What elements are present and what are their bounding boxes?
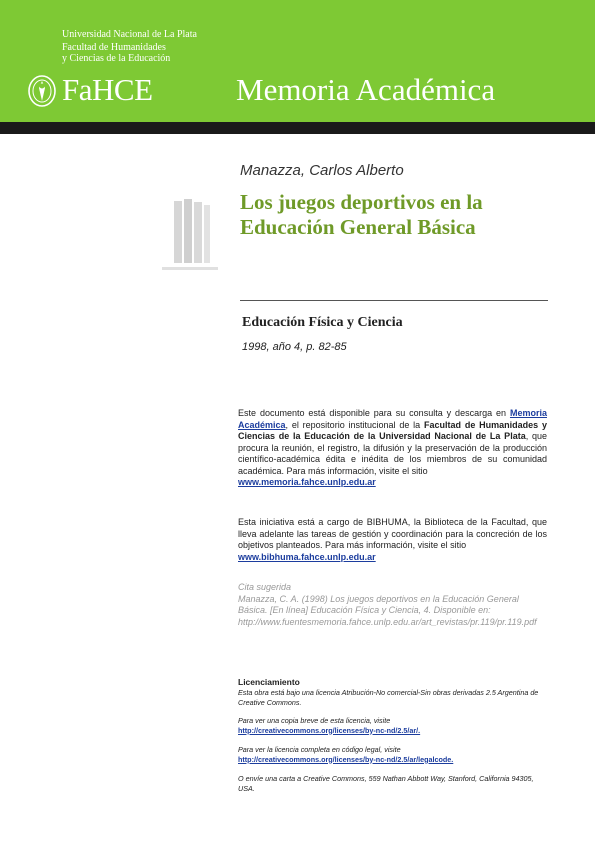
availability-paragraph — [238, 408, 547, 489]
section-divider — [240, 300, 548, 301]
document-title-line-2: Educación General Básica — [240, 215, 476, 239]
bibhuma-text: Esta iniciativa está a cargo de BIBHUMA, la Biblioteca de la Facultad, que lleva adelante las tareas de gestión y coordinación para la concreción de los objetivos planteados. Para más información, visite el sitio — [238, 517, 547, 550]
fahce-logo: FaHCE — [62, 72, 153, 107]
author-name: Manazza, Carlos Alberto — [240, 162, 404, 179]
bibhuma-url-link[interactable]: www.bibhuma.fahce.unlp.edu.ar — [238, 551, 376, 562]
faculty-name-cont: y Ciencias de la Educación — [62, 53, 171, 64]
suggested-citation — [238, 582, 547, 628]
availability-text-b: , el repositorio institucional de la — [285, 419, 425, 430]
repository-title: Memoria Académica — [236, 72, 496, 107]
license-legal-text: Para ver la licencia completa en código legal, visite — [238, 745, 401, 754]
citation-url[interactable]: http://www.fuentesmemoria.fahce.unlp.edu.ar/art_revistas/pr.119/pr.119.pdf — [238, 616, 537, 627]
license-legal-code — [238, 745, 548, 764]
university-seal-icon — [27, 74, 57, 108]
citation-text: Manazza, C. A. (1998) Los juegos deportivos en la Educación General Básica. [En línea] Educación Física y Ciencia, 4. Disponible en: — [238, 593, 519, 615]
license-short-text: Para ver una copia breve de esta licencia, visite — [238, 716, 391, 725]
license-legal-link[interactable]: http://creativecommons.org/licenses/by-nc-nd/2.5/ar/legalcode. — [238, 754, 454, 764]
books-watermark-icon — [158, 197, 220, 275]
license-statement: Esta obra está bajo una licencia Atribución-No comercial-Sin obras derivadas 2.5 Argentina de Creative Commons. — [238, 688, 539, 707]
memoria-academica-link[interactable]: Memoria Académica — [238, 408, 547, 430]
license-heading: Licenciamiento — [238, 677, 300, 687]
bibhuma-paragraph — [238, 517, 547, 563]
license-short-copy — [238, 716, 548, 735]
memoria-url-link[interactable]: www.memoria.fahce.unlp.edu.ar — [238, 477, 376, 487]
header-divider-bar — [0, 122, 595, 134]
citation-label: Cita sugerida — [238, 582, 292, 592]
license-short-link[interactable]: http://creativecommons.org/licenses/by-nc-nd/2.5/ar/. — [238, 725, 421, 735]
document-title — [240, 190, 570, 240]
journal-name: Educación Física y Ciencia — [242, 315, 403, 330]
university-name: Universidad Nacional de La Plata — [62, 29, 197, 40]
publication-details: 1998, año 4, p. 82-85 — [242, 341, 347, 353]
document-title-line-1: Los juegos deportivos en la — [240, 190, 483, 214]
faculty-name: Facultad de Humanidades — [62, 42, 166, 53]
faculty-bold-text: Facultad de Humanidades y Ciencias de la Educación de la Universidad Nacional de La Plata — [238, 419, 547, 441]
availability-text-a: Este documento está disponible para su consulta y descarga en — [238, 408, 507, 418]
availability-text-c: , que procura la reunión, el registro, la difusión y la preservación de la producción científico-académica édita e inédita de los miembros de su comunidad académica. Para más información, visite el sitio — [238, 431, 547, 476]
license-mail-address: O envíe una carta a Creative Commons, 559 Nathan Abbott Way, Stanford, California 94305, USA. — [238, 774, 534, 793]
